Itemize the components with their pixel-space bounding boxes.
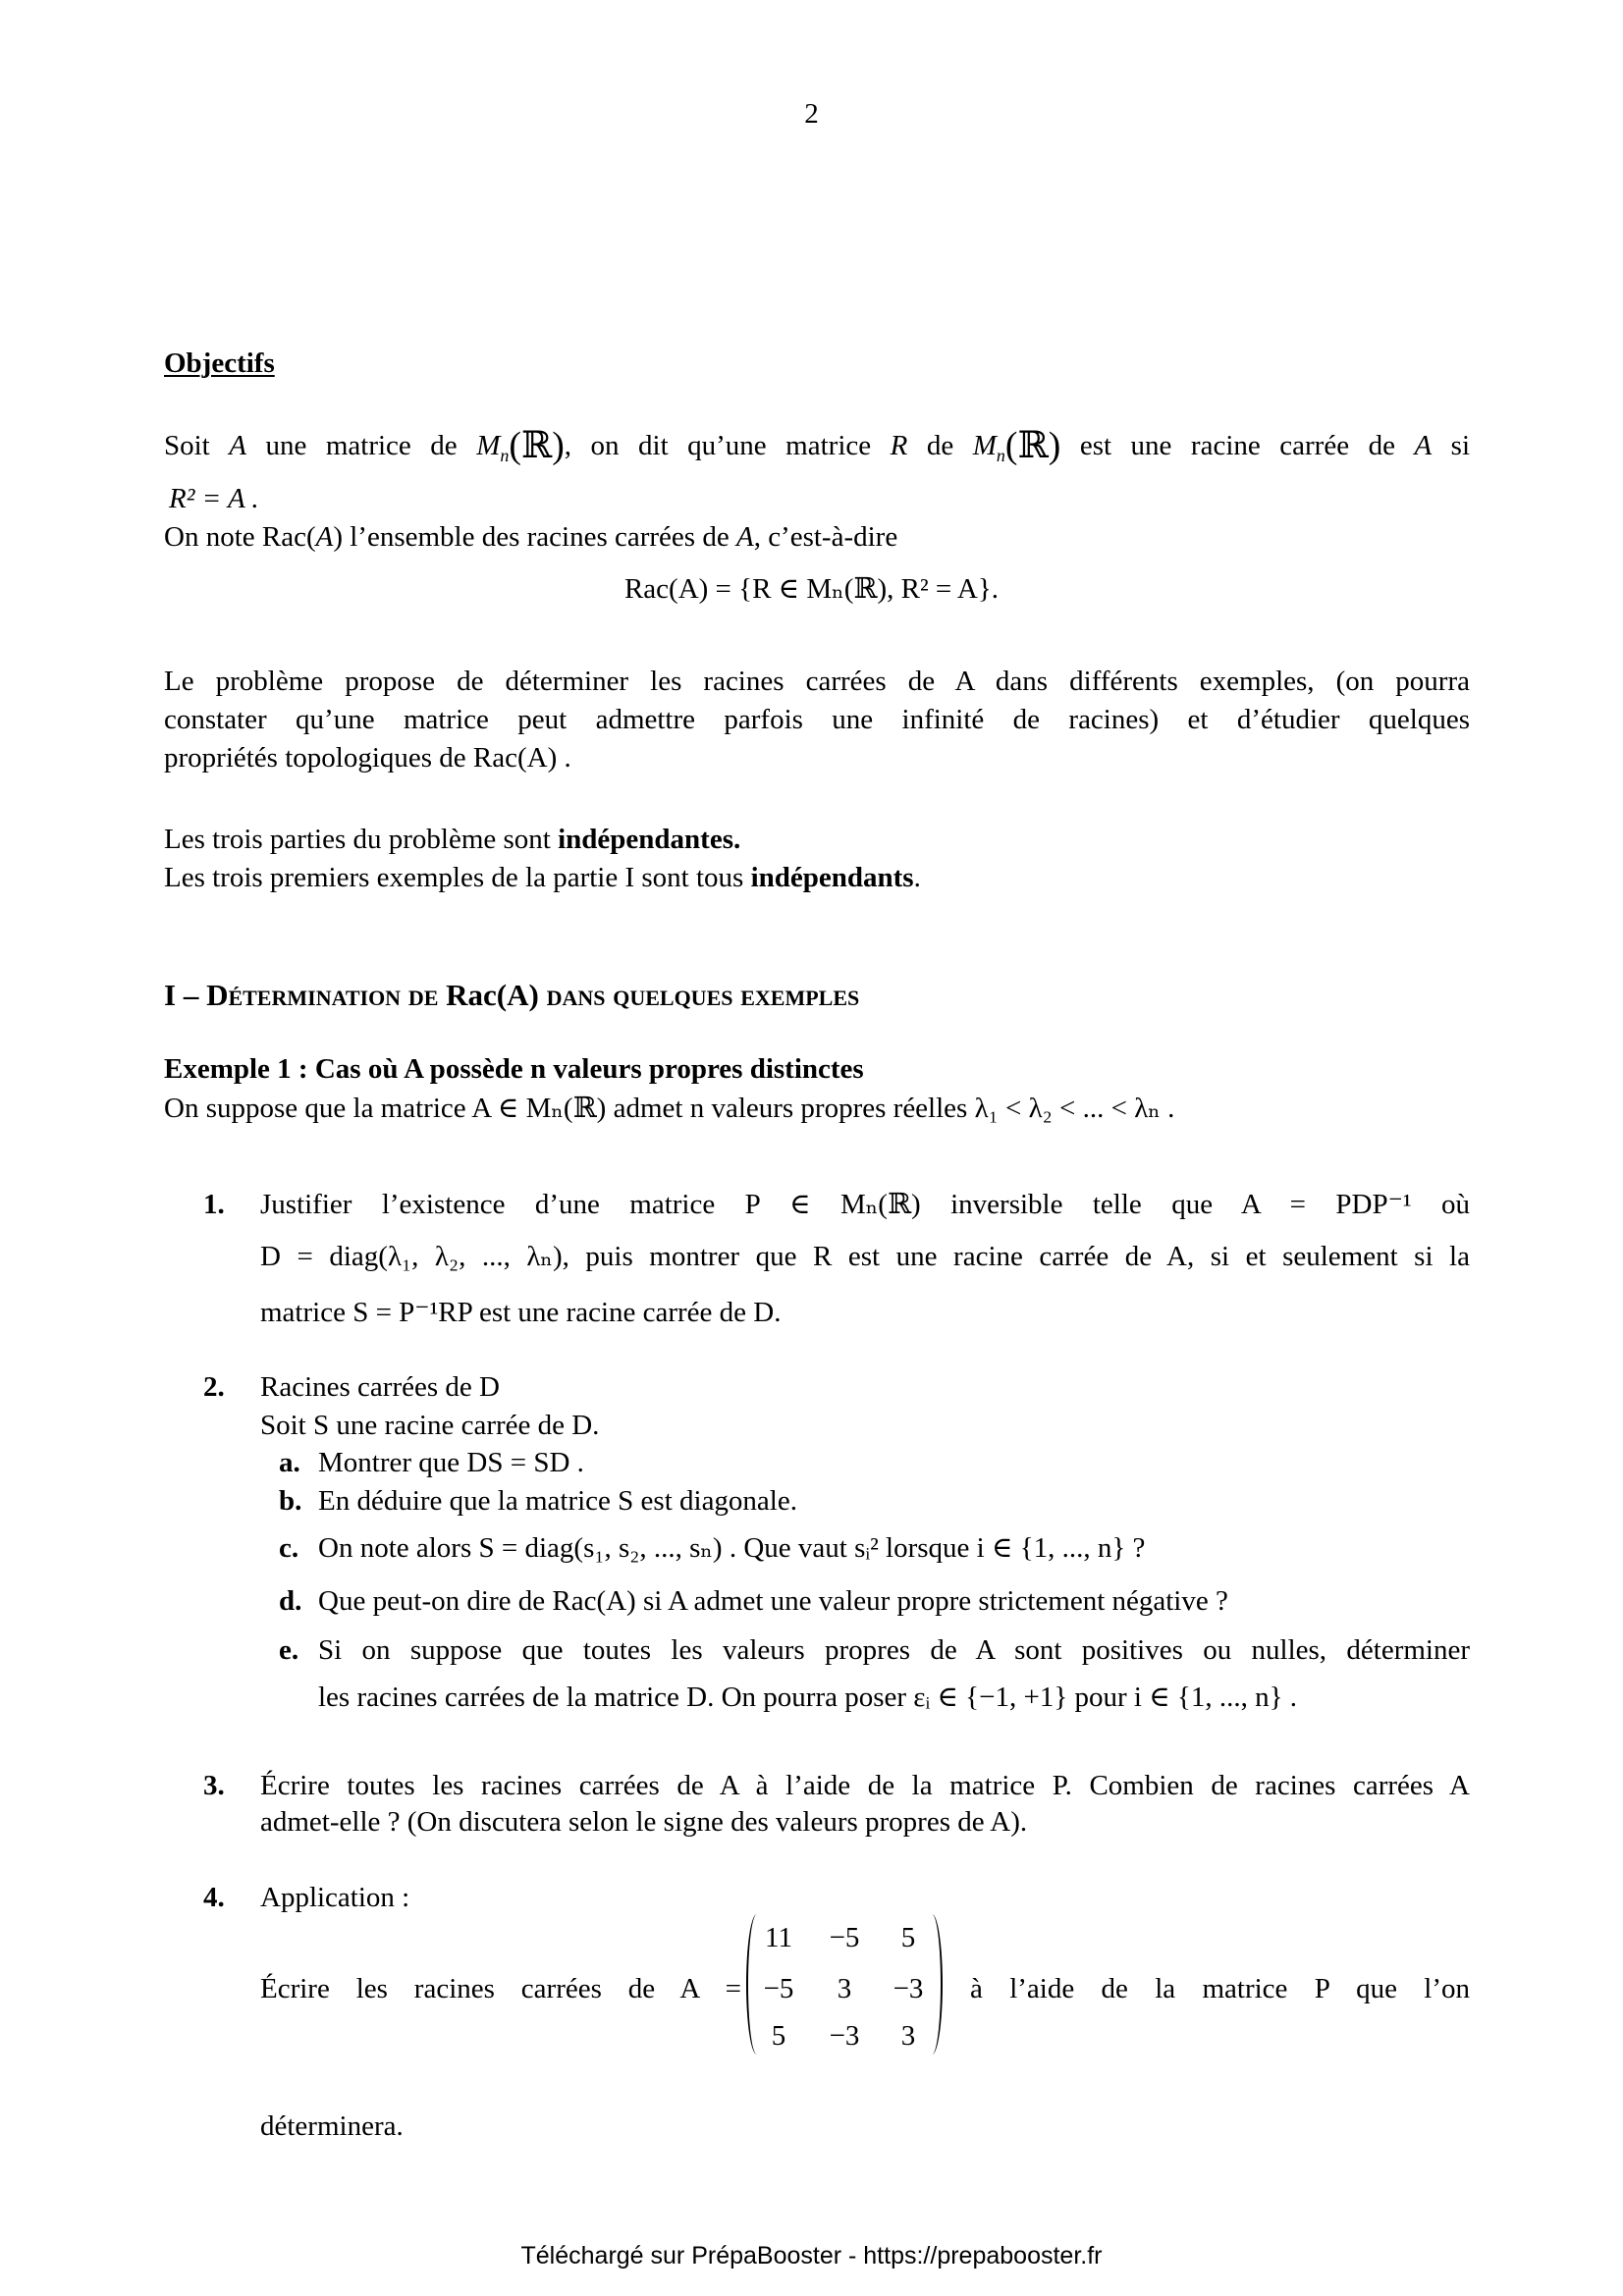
text: dans quelques exemples [538,978,860,1012]
text: I – D [164,978,229,1012]
question-4-number: 4. [203,1882,225,1913]
matrix-cell: 5 [771,2020,786,2052]
question-1-number: 1. [203,1189,225,1220]
question-2a-text: Montrer que DS = SD . [318,1447,584,1478]
math-R: R [890,430,908,461]
parts-note [164,826,1470,854]
math-A: A [315,521,334,553]
definition-line-3 [164,523,1470,552]
emphasis: indépendants [750,862,914,893]
rac-definition-formula: Rac(A) = {R ∈ Mₙ(ℝ), R² = A}. [623,573,1000,605]
text: si [1432,430,1471,461]
text: Soit [164,430,230,461]
matrix-cell: 5 [900,1922,916,1953]
question-2d-letter: d. [279,1585,302,1617]
matrix-cell: 3 [900,2020,916,2052]
text: ) l’ensemble des racines carrées de [333,521,736,553]
question-2-number: 2. [203,1371,225,1403]
question-1-line-2: D = diag(λ₁, λ₂, ..., λₙ), puis montrer que R est une racine carrée de A, si et seulement si la [260,1241,1470,1272]
text: étermination de [228,978,447,1012]
matrix-cell: 3 [837,1973,852,2004]
text: Rac(A) [446,978,539,1012]
question-2-title: Racines carrées de D [260,1371,500,1403]
question-4-before-matrix: Écrire les racines carrées de A = [260,1973,741,2004]
question-4-last-line: déterminera. [260,2110,404,2142]
math-A: A [229,430,246,461]
footer-download-notice: Téléchargé sur PrépaBooster - https://prepabooster.fr [520,2242,1103,2269]
question-1-line-3: matrice S = P⁻¹RP est une racine carrée de D. [260,1297,782,1328]
text: Les trois premiers exemples de la partie I sont tous [164,862,751,893]
question-2c-text: On note alors S = diag(s₁, s₂, ..., sₙ) . Que vaut sᵢ² lorsque i ∈ {1, ..., n} ? [318,1532,1146,1564]
example-1-title: Exemple 1 : Cas où A possède n valeurs propres distinctes [164,1053,864,1085]
question-1-line-1: Justifier l’existence d’une matrice P ∈ Mₙ(ℝ) inversible telle que A = PDP⁻¹ où [260,1189,1470,1220]
page-number: 2 [804,98,819,130]
problem-line-1: Le problème propose de déterminer les racines carrées de A dans différents exemples, (on pourra [164,666,1470,697]
matrix-cell: 11 [765,1922,792,1953]
question-2d-text: Que peut-on dire de Rac(A) si A admet une valeur propre strictement négative ? [318,1585,1228,1617]
problem-line-2: constater qu’une matrice peut admettre parfois une infinité de racines) et d’étudier quelques [164,704,1470,735]
question-2e-letter: e. [279,1634,299,1666]
matrix-cell: −5 [763,1973,794,2004]
text: Les trois parties du problème sont [164,824,559,855]
definition-line-2: R² = A . [169,483,259,514]
question-2e-line-1: Si on suppose que toutes les valeurs propres de A sont positives ou nulles, déterminer [318,1634,1470,1666]
text: une matrice de [245,430,477,461]
question-3-line-2: admet-elle ? (On discutera selon le signe des valeurs propres de A). [260,1806,1028,1838]
matrix-cell: −3 [893,1973,924,2004]
text: , c’est-à-dire [753,521,898,553]
math-R-set: (ℝ) [1004,425,1061,466]
examples-note [164,864,1470,892]
matrix-cell: −3 [829,2020,860,2052]
question-4-after-matrix: à l’aide de la matrice P que l’on [970,1973,1470,2004]
text: de [907,430,973,461]
math-A: A [1414,430,1433,461]
question-2-intro: Soit S une racine carrée de D. [260,1410,600,1441]
section-1-heading [164,980,1470,1010]
question-3-line-1: Écrire toutes les racines carrées de A à l’aide de la matrice P. Combien de racines carrées A [260,1770,1470,1801]
text: est une racine carrée de [1060,430,1415,461]
math-Mn: $M_n$ [972,430,1005,465]
question-4-title: Application : [260,1882,410,1913]
definition-line-1 [164,425,1471,466]
text: . [913,862,921,893]
text: On note Rac( [164,521,316,553]
math-R-set: (ℝ) [509,425,565,466]
problem-line-3: propriétés topologiques de Rac(A) . [164,742,571,774]
question-2e-line-2: les racines carrées de la matrice D. On pourra poser εᵢ ∈ {−1, +1} pour i ∈ {1, ..., n} . [318,1682,1298,1713]
question-2b-letter: b. [279,1485,302,1517]
objectives-heading: Objectifs [164,347,275,379]
matrix-cell: −5 [829,1922,860,1953]
emphasis: indépendantes. [558,824,741,855]
question-2a-letter: a. [279,1447,300,1478]
example-1-intro: On suppose que la matrice A ∈ Mₙ(ℝ) admet n valeurs propres réelles λ₁ < λ₂ < ... < λₙ . [164,1093,1175,1124]
question-2b-text: En déduire que la matrice S est diagonale. [318,1485,797,1517]
math-A: A [735,521,754,553]
text: , on dit qu’une matrice [564,430,891,461]
question-3-number: 3. [203,1770,225,1801]
math-Mn: $M_n$ [476,430,510,465]
matrix-A [746,1914,943,2056]
question-2c-letter: c. [279,1532,299,1564]
